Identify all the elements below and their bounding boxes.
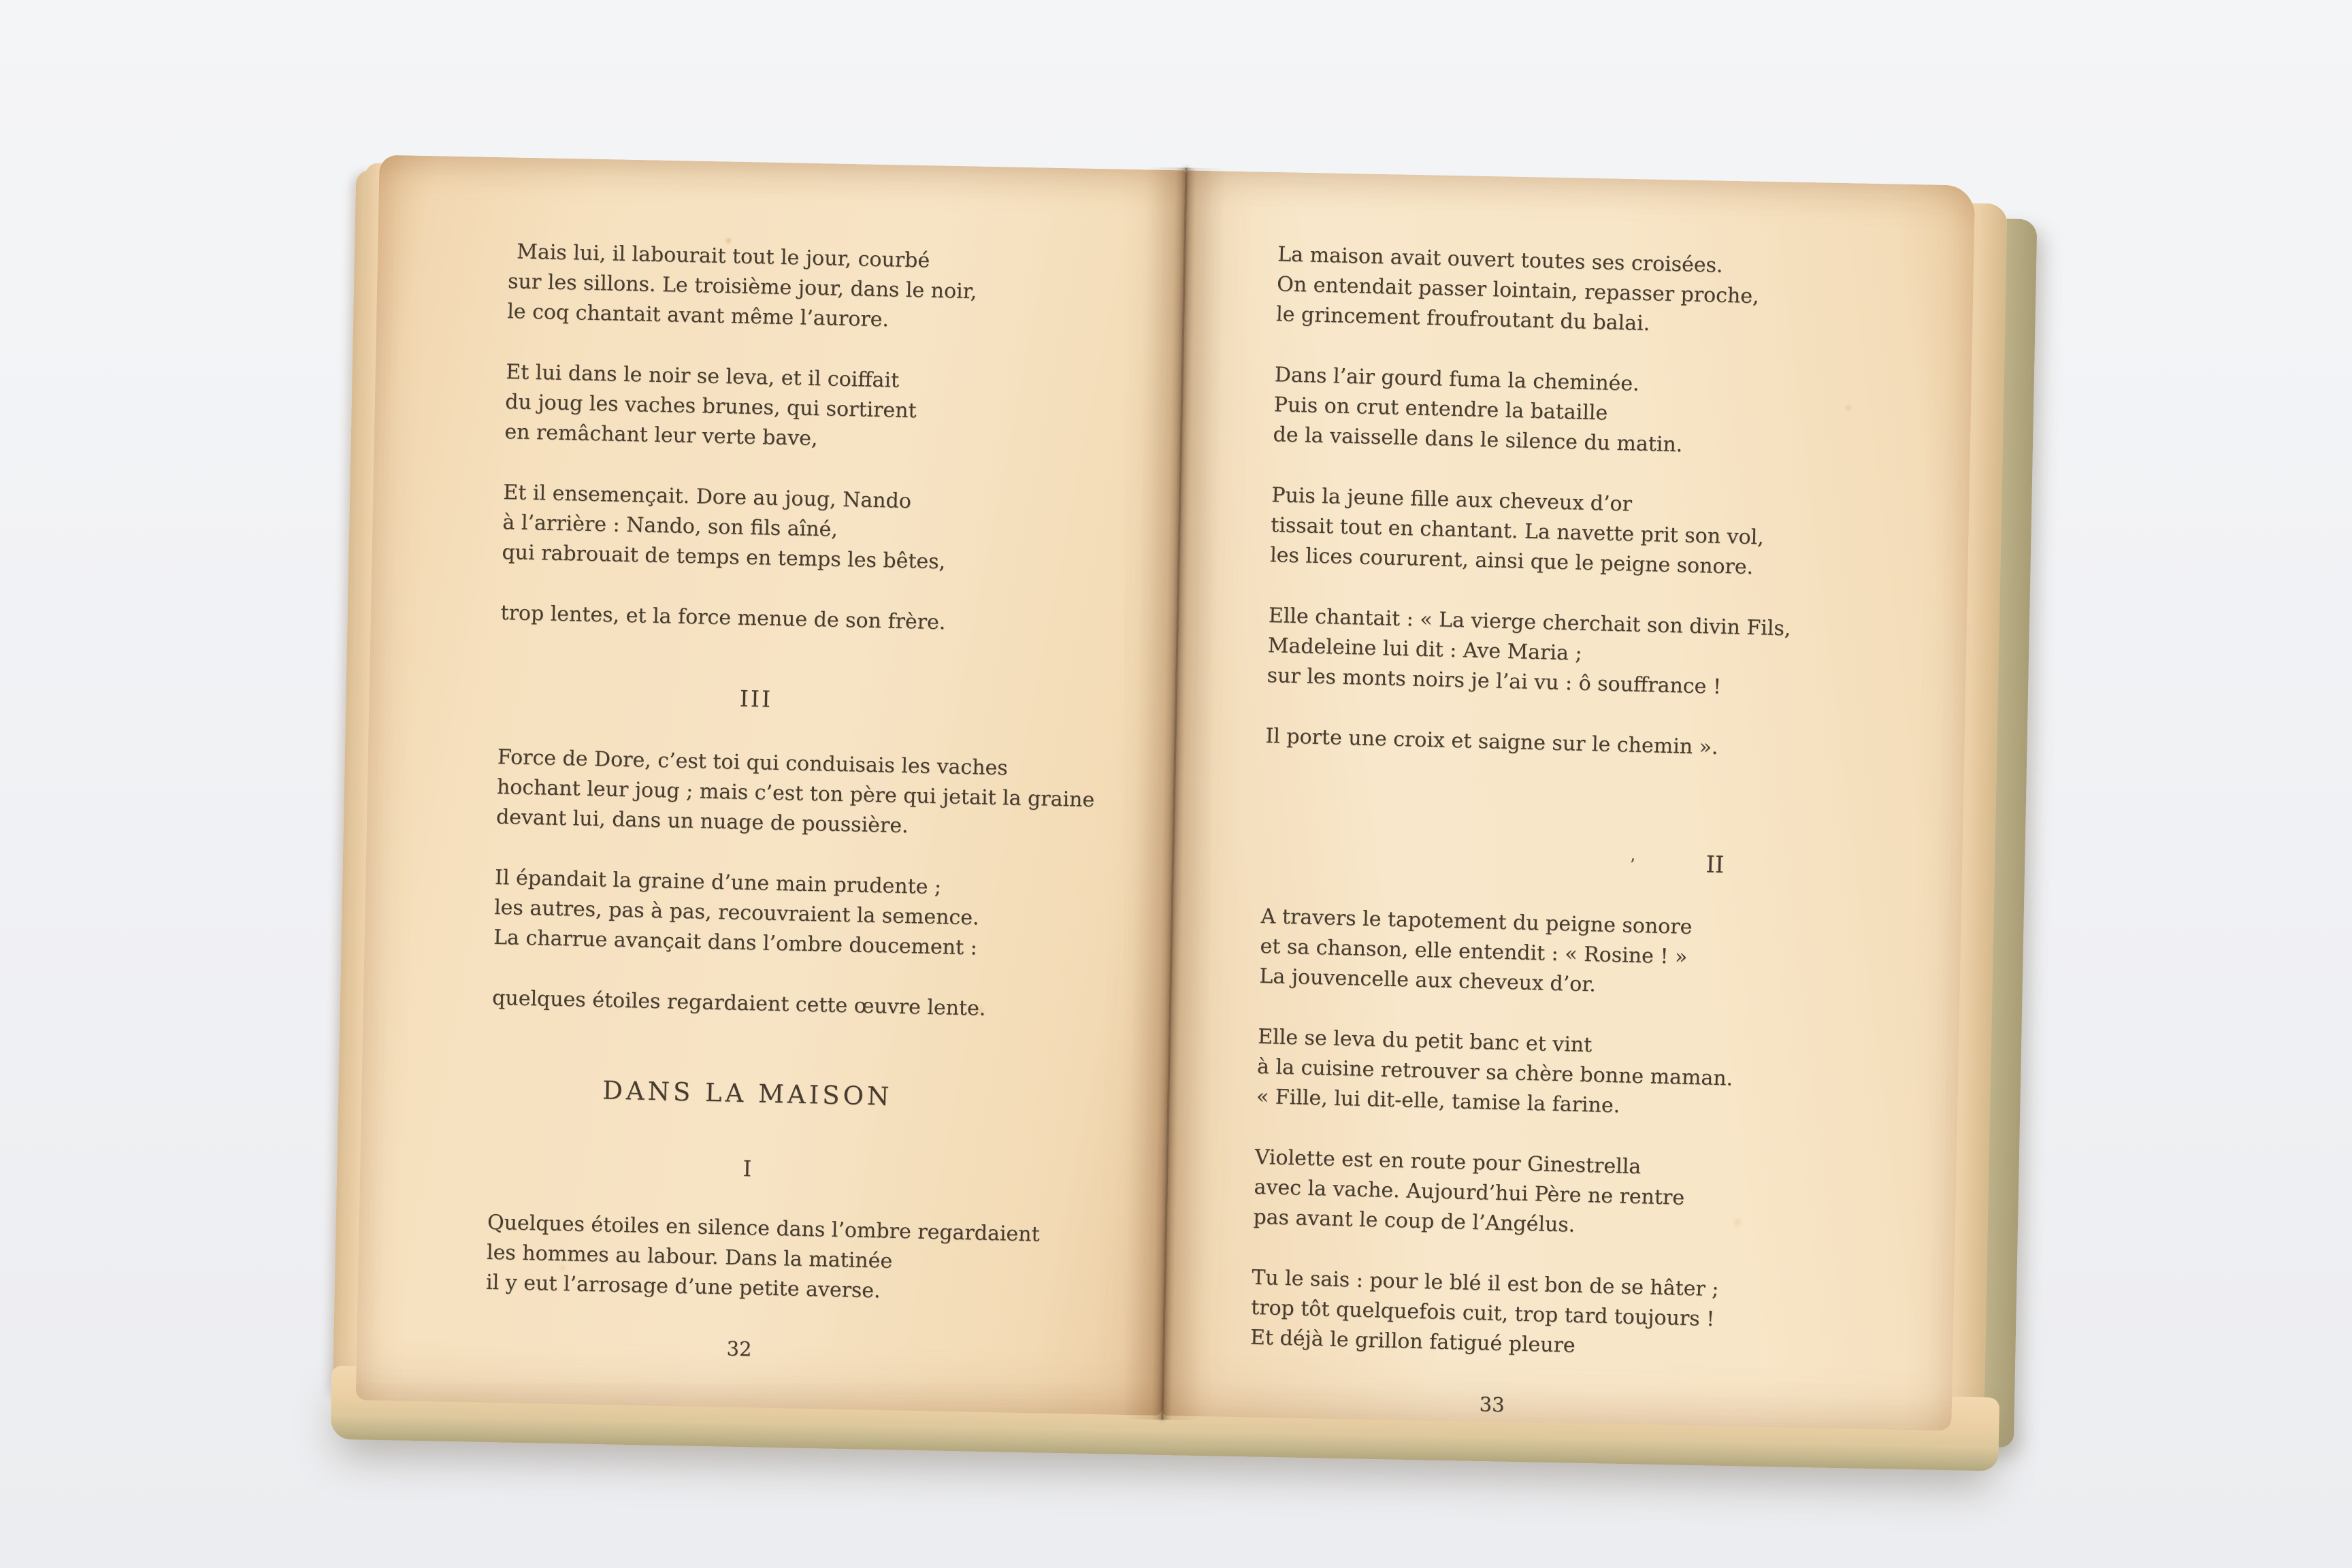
- page-right-text: [1248, 240, 1893, 1428]
- poem-line: Et lui dans le noir se leva, et il coiffait: [505, 360, 900, 393]
- poem-line: Il porte une croix et saigne sur le chemin ».: [1265, 724, 1718, 760]
- poem-line: avec la vache. Aujourd’hui Père ne rentre: [1254, 1175, 1685, 1210]
- poem-line: Et il ensemençait. Dore au joug, Nando: [503, 480, 912, 514]
- stanza: [1270, 480, 1888, 586]
- page-number-32: 32: [726, 1337, 752, 1361]
- poem-line: trop lentes, et la force menue de son frère.: [500, 601, 946, 635]
- poem-line: « Fille, lui dit-elle, tamise la farine.: [1256, 1084, 1620, 1118]
- poem-line: Force de Dore, c’est toi qui conduisais les vaches: [497, 745, 1009, 781]
- stanza: [500, 598, 1100, 641]
- poem-line: en remâchant leur verte bave,: [504, 420, 818, 451]
- poem-line: le coq chantait avant même l’aurore.: [506, 299, 889, 332]
- poem-line: Dans l’air gourd fuma la cheminée.: [1274, 363, 1640, 396]
- stanza: [502, 478, 1102, 581]
- section-heading-ii: [1262, 838, 1878, 886]
- poem-line: pas avant le coup de l’Angélus.: [1253, 1205, 1575, 1237]
- poem-line: les lices coururent, ainsi que le peigne sonore.: [1269, 543, 1754, 580]
- stanza: [1259, 902, 1877, 1007]
- stanza: [496, 742, 1097, 845]
- poem-line: de la vaisselle dans le silence du matin.: [1273, 423, 1683, 457]
- open-book: [356, 155, 1976, 1431]
- poem-title: DANS LA MAISON: [602, 1075, 893, 1111]
- poem-line: du joug les vaches brunes, qui sortirent: [504, 390, 917, 423]
- stanza: [1265, 721, 1882, 767]
- poem-line: Et déjà le grillon fatigué pleure: [1250, 1325, 1576, 1358]
- stanza: [507, 237, 1108, 340]
- stanza: [1276, 240, 1894, 345]
- poem-line: Il épandait la graine d’une main prudente ;: [494, 865, 942, 900]
- poem-line: Elle chantait : « La vierge cherchait son divin Fils,: [1268, 604, 1791, 641]
- poem-line: les hommes au labour. Dans la matinée: [486, 1240, 893, 1273]
- poem-line: le grincement froufroutant du balai.: [1275, 302, 1650, 336]
- page-left-text: [485, 237, 1108, 1371]
- stanza: [1273, 360, 1891, 466]
- poem-line: trop tôt quelquefois cuit, trop tard toujours !: [1250, 1295, 1715, 1332]
- poem-line: Puis la jeune fille aux cheveux d’or: [1271, 483, 1633, 517]
- poem-line: devant lui, dans un nuage de poussière.: [495, 804, 909, 838]
- stanza: [492, 983, 1092, 1026]
- poem-line: La jouvencelle aux cheveux d’or.: [1259, 964, 1597, 997]
- poem-line: La charrue avançait dans l’ombre doucement :: [493, 925, 978, 960]
- poem-line: Mais lui, il labourait tout le jour, courbé: [516, 240, 930, 273]
- print-tick-mark: ’: [1629, 855, 1635, 875]
- poem-line: à la cuisine retrouver sa chère bonne maman.: [1256, 1054, 1733, 1091]
- poem-line: qui rabrouait de temps en temps les bêtes,: [502, 540, 946, 574]
- poem-line: sur les sillons. Le troisième jour, dans le noir,: [507, 270, 977, 304]
- poem-line: Madeleine lui dit : Ave Maria ;: [1267, 634, 1583, 666]
- poem-line: Tu le sais : pour le blé il est bon de se hâter ;: [1251, 1265, 1719, 1302]
- page-right: [1162, 170, 1975, 1431]
- stanza: [493, 863, 1094, 966]
- stanza: [504, 357, 1105, 460]
- stanza: [486, 1208, 1087, 1311]
- poem-line: La maison avait ouvert toutes ses croisées.: [1277, 242, 1724, 278]
- stanza: [1250, 1263, 1868, 1369]
- stanza: [1253, 1143, 1871, 1248]
- poem-line: quelques étoiles regardaient cette œuvre lente.: [491, 985, 986, 1021]
- poem-line: tissait tout en chantant. La navette prit son vol,: [1270, 513, 1765, 550]
- poem-line: Puis on crut entendre la bataille: [1273, 393, 1608, 425]
- stanza: [1256, 1022, 1874, 1128]
- poem-line: A travers le tapotement du peigne sonore: [1260, 904, 1693, 939]
- page-number-33: 33: [1479, 1392, 1505, 1417]
- poem-line: il y eut l’arrosage d’une petite averse.: [485, 1270, 881, 1303]
- stanza: [1267, 601, 1884, 706]
- page-left: [356, 155, 1186, 1416]
- poem-line: Violette est en route pour Ginestrella: [1254, 1145, 1642, 1179]
- poem-line: On entendait passer lointain, repasser proche,: [1276, 272, 1760, 309]
- section-heading-ii-label: II: [1705, 851, 1725, 879]
- poem-line: et sa chanson, elle entendit : « Rosine ! »: [1260, 934, 1688, 969]
- section-heading-i: I: [742, 1156, 752, 1182]
- poem-line: les autres, pas à pas, recouvraient la semence.: [493, 895, 979, 930]
- poem-line: à l’arrière : Nando, son fils aîné,: [502, 510, 838, 542]
- poem-line: hochant leur joug ; mais c’est ton père qui jetait la graine: [496, 774, 1095, 813]
- poem-line: Quelques étoiles en silence dans l’ombre regardaient: [487, 1210, 1041, 1247]
- poem-line: sur les monts noirs je l’ai vu : ô souffrance !: [1267, 664, 1722, 699]
- section-heading-iii: III: [739, 685, 773, 713]
- poem-line: Elle se leva du petit banc et vint: [1257, 1024, 1592, 1058]
